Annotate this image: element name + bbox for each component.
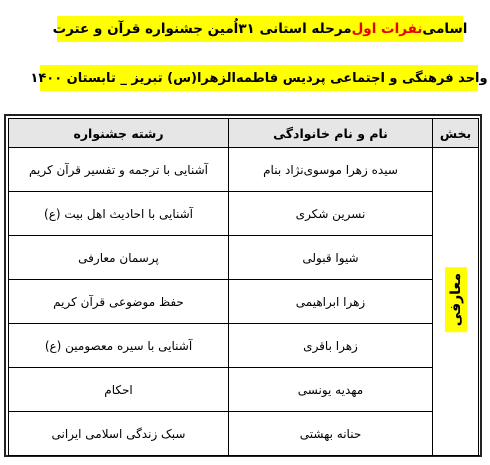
table-row bbox=[9, 412, 479, 456]
field-cell: آشنایی با سیره معصومین (ع) bbox=[9, 324, 229, 368]
title-line-1-end: مرحله استانی ۳۱اُمین جشنواره قرآن و عترت bbox=[52, 21, 352, 37]
section-label: معارفی bbox=[445, 267, 467, 332]
table-header-row bbox=[9, 119, 479, 148]
name-cell: زهرا ابراهیمی bbox=[229, 280, 433, 324]
field-cell: حفظ موضوعی قرآن کریم bbox=[9, 280, 229, 324]
table-row bbox=[9, 324, 479, 368]
field-cell: آشنایی با ترجمه و تفسیر قرآن کریم bbox=[9, 148, 229, 192]
results-table bbox=[8, 118, 479, 456]
title-line-2: واحد فرهنگی و اجتماعی پردیس فاطمه‌الزهرا(س) تبریز _ تابستان ۱۴۰۰ bbox=[40, 65, 478, 91]
name-cell: مهدیه یونسی bbox=[229, 368, 433, 412]
table-row bbox=[9, 192, 479, 236]
title-highlight-first-place: نفرات اول bbox=[351, 21, 423, 37]
table-row bbox=[9, 236, 479, 280]
field-cell: احکام bbox=[9, 368, 229, 412]
name-cell: زهرا باقری bbox=[229, 324, 433, 368]
name-cell: نسرین شکری bbox=[229, 192, 433, 236]
field-cell: آشنایی با احادیث اهل بیت (ع) bbox=[9, 192, 229, 236]
header-field: رشته جشنواره bbox=[9, 119, 229, 148]
table-row bbox=[9, 368, 479, 412]
title-line-1-start: اسامی bbox=[422, 21, 468, 37]
field-cell: سبک زندگی اسلامی ایرانی bbox=[9, 412, 229, 456]
name-cell: شیوا قبولی bbox=[229, 236, 433, 280]
header-name: نام و نام خانوادگی bbox=[229, 119, 433, 148]
section-cell bbox=[433, 148, 479, 456]
field-cell: پرسمان معارفی bbox=[9, 236, 229, 280]
name-cell: سیده زهرا موسوی‌نژاد بنام bbox=[229, 148, 433, 192]
header-section: بخش bbox=[433, 119, 479, 148]
name-cell: حنانه بهشتی bbox=[229, 412, 433, 456]
title-line-1 bbox=[52, 16, 468, 42]
table-row bbox=[9, 148, 479, 192]
table-row bbox=[9, 280, 479, 324]
